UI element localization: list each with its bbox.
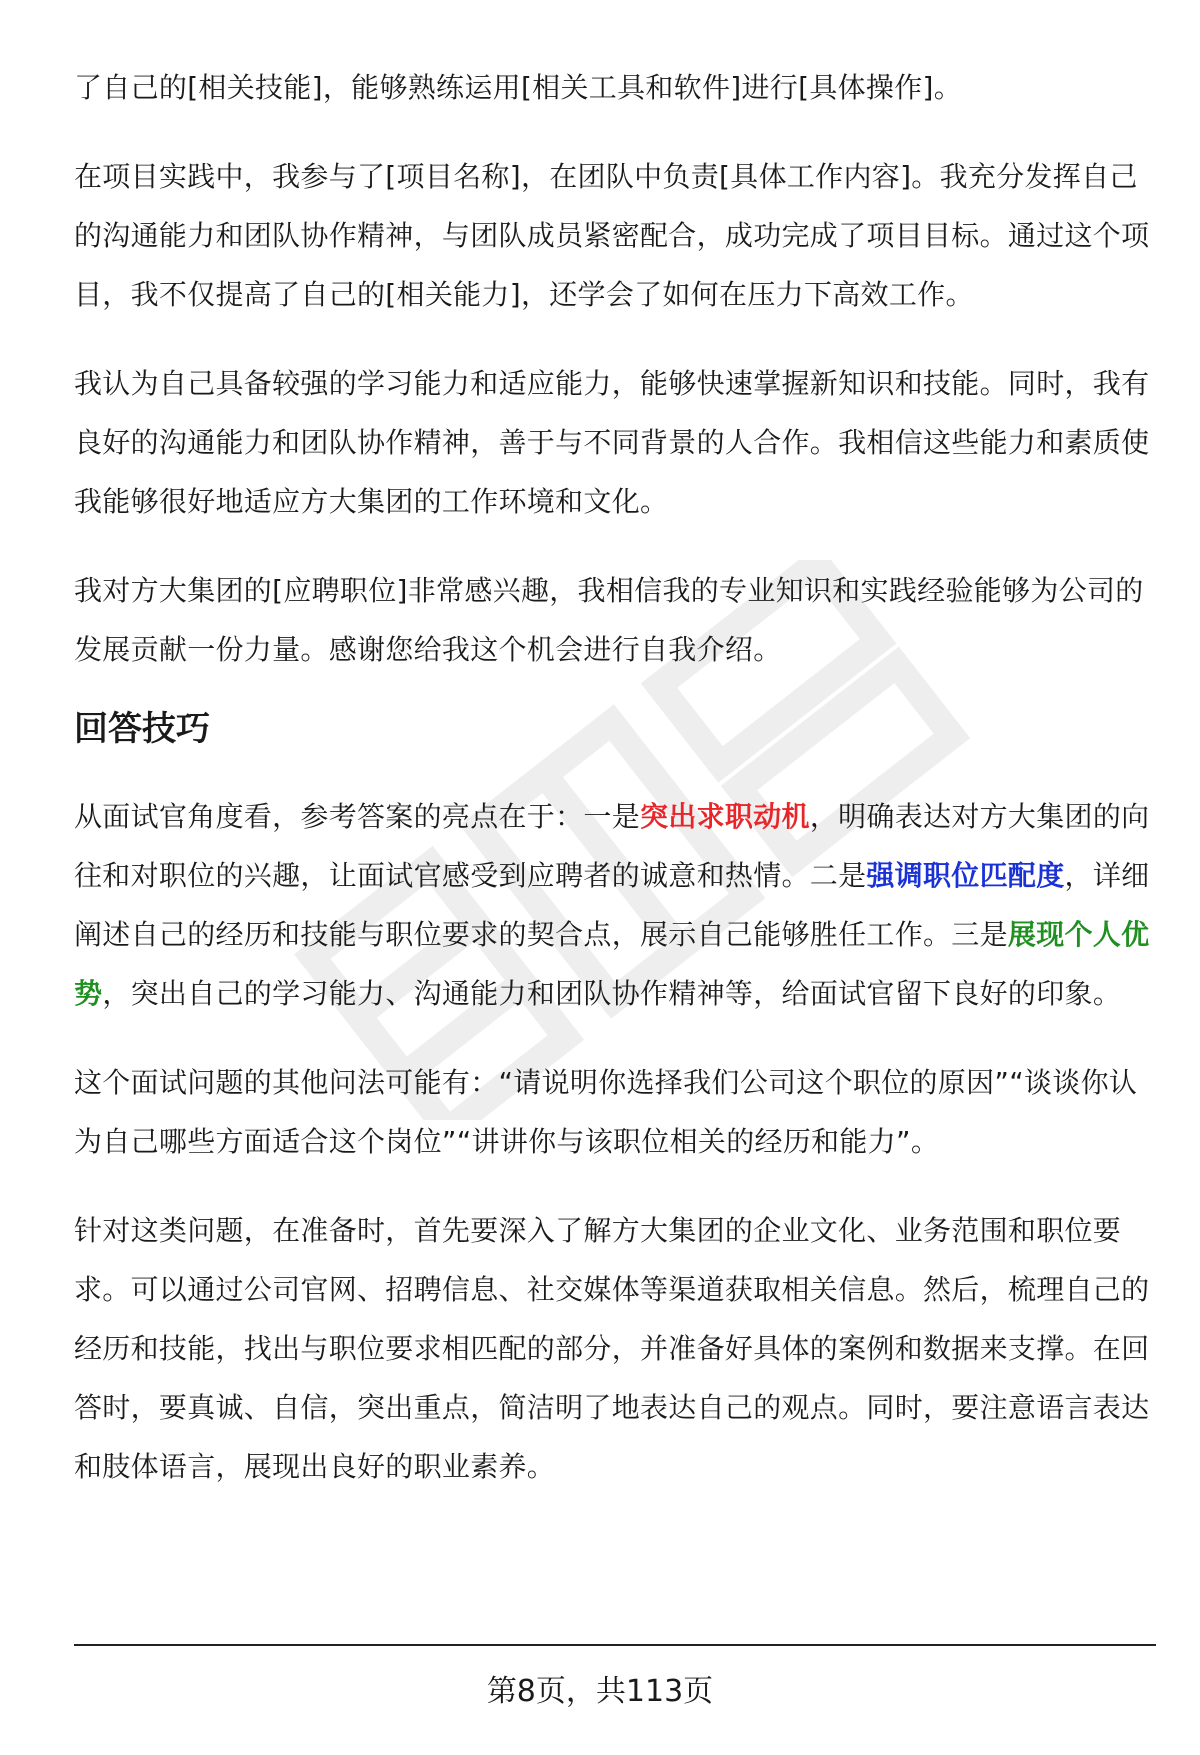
paragraph-text: ，详细阐述自己的经历和技能与职位要求的契合点，展示自己能够胜任工作。三是 (74, 859, 1150, 951)
page-number: 第8页，共113页 (486, 1674, 714, 1709)
answer-section (74, 58, 1154, 679)
paragraph-text: ，明确表达对方大集团的向往和对职位的兴趣，让面试官感受到应聘者的诚意和热情。二是 (74, 800, 1150, 892)
paragraph-text: 我认为自己具备较强的学习能力和适应能力，能够快速掌握新知识和技能。同时，我有良好的沟通能力和团队协作精神，善于与不同背景的人合作。我相信这些能力和素质使我能够很好地适应方大集团的工作环境和文化。 (74, 367, 1150, 518)
paragraph-text: 在项目实践中，我参与了[项目名称]，在团队中负责[具体工作内容]。我充分发挥自己的沟通能力和团队协作精神，与团队成员紧密配合，成功完成了项目目标。通过这个项目，我不仅提高了自己的[相关能力]，还学会了如何在压力下高效工作。 (74, 160, 1150, 311)
paragraph (74, 147, 1154, 324)
footer-divider (74, 1644, 1156, 1646)
paragraph (74, 354, 1154, 531)
paragraph (74, 1201, 1154, 1496)
paragraph (74, 58, 1154, 117)
paragraph-text: 从面试官角度看，参考答案的亮点在于：一是 (74, 800, 641, 833)
paragraph-text: 了自己的[相关技能]，能够熟练运用[相关工具和软件]进行[具体操作]。 (74, 71, 963, 104)
highlight-phrase: 突出求职动机 (640, 800, 810, 833)
paragraph (74, 787, 1154, 1023)
paragraph-text: 针对这类问题，在准备时，首先要深入了解方大集团的企业文化、业务范围和职位要求。可以通过公司官网、招聘信息、社交媒体等渠道获取相关信息。然后，梳理自己的经历和技能，找出与职位要求相匹配的部分，并准备好具体的案例和数据来支撑。在回答时，要真诚、自信，突出重点，简洁明了地表达自己的观点。同时，要注意语言表达和肢体语言，展现出良好的职业素养。 (74, 1214, 1150, 1483)
paragraph-text: 我对方大集团的[应聘职位]非常感兴趣，我相信我的专业知识和实践经验能够为公司的发展贡献一份力量。感谢您给我这个机会进行自我介绍。 (74, 574, 1144, 666)
highlight-phrase: 展现个人优势 (74, 918, 1150, 1010)
document-body (74, 58, 1154, 1526)
tips-section (74, 787, 1154, 1496)
paragraph-text: 这个面试问题的其他问法可能有：“请说明你选择我们公司这个职位的原因”“谈谈你认为自己哪些方面适合这个岗位”“讲讲你与该职位相关的经历和能力”。 (74, 1066, 1138, 1158)
paragraph-text: ，突出自己的学习能力、沟通能力和团队协作精神等，给面试官留下良好的印象。 (102, 977, 1122, 1010)
paragraph (74, 1053, 1154, 1171)
section-heading: 回答技巧 (74, 709, 210, 749)
paragraph (74, 561, 1154, 679)
highlight-phrase: 强调职位匹配度 (866, 859, 1065, 892)
